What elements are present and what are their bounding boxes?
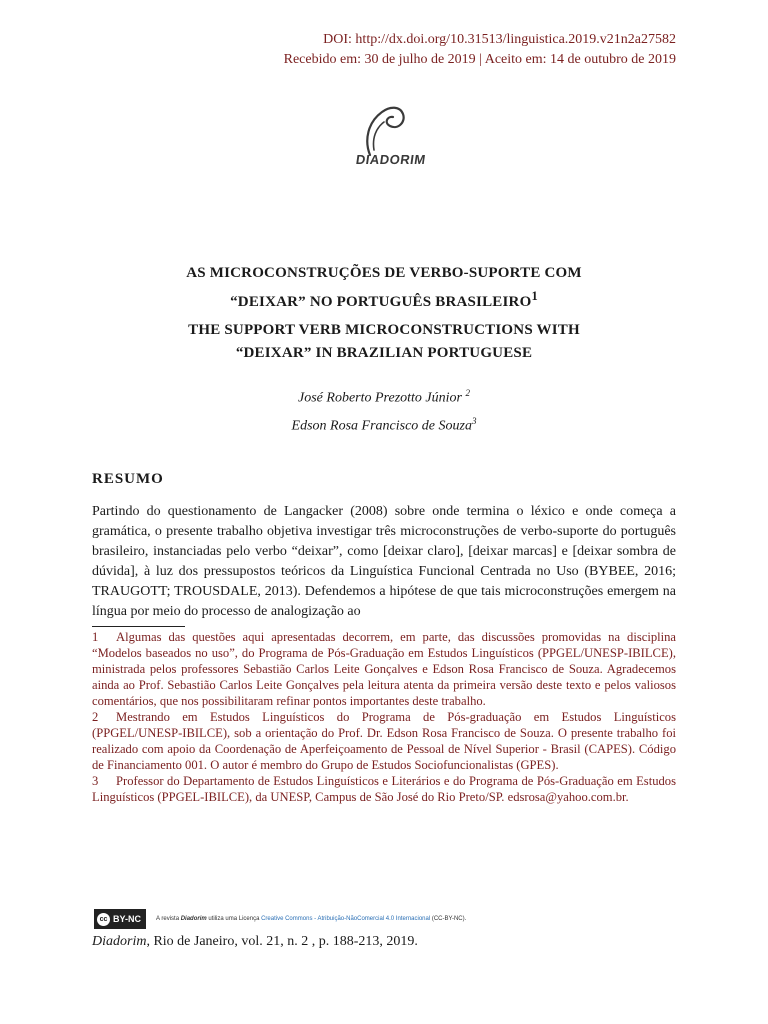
title-portuguese <box>95 262 673 314</box>
footnotes <box>92 629 676 805</box>
author-2 <box>95 410 673 438</box>
license-journal: Diadorim <box>180 916 207 922</box>
journal-citation-footer <box>92 934 418 950</box>
cc-badge-label: BY-NC <box>113 914 142 924</box>
title-english <box>95 319 673 365</box>
footnote-2-number: 2 <box>92 710 99 724</box>
author-1-name: José Roberto Prezotto Júnior <box>298 390 466 406</box>
abstract-body: Partindo do questionamento de Langacker (2008) sobre onde termina o léxico e onde começa a gramática, o presente trabalho objetiva investigar três microconstruções de verbo-suporte do português brasileiro, instanciadas pelo verbo “deixar”, como [deixar claro], [deixar marcas] e [deixar sombra de dúvida], à luz dos pressupostos teóricos da Linguística Funcional Centrada no Uso (BYBEE, 2016; TRAUGOTT; TROUSDALE, 2013). Defendemos a hipótese de que tais microconstruções emergem na língua por meio do processo de analogização ao <box>92 504 676 619</box>
author-1-mark: 2 <box>465 388 470 398</box>
received-accepted-dates: Recebido em: 30 de julho de 2019 | Aceito em: 14 de outubro de 2019 <box>283 52 676 67</box>
author-list <box>95 382 673 437</box>
cc-icon: cc <box>97 913 110 926</box>
cc-license-badge[interactable] <box>94 909 146 929</box>
footer-citation: , Rio de Janeiro, vol. 21, n. 2 , p. 188-213, 2019. <box>146 934 418 949</box>
footnote-1-number: 1 <box>92 630 99 644</box>
article-metadata <box>284 30 676 70</box>
title-en-line-1: THE SUPPORT VERB MICROCONSTRUCTIONS WITH <box>188 322 580 338</box>
diadorim-swirl-icon <box>340 100 430 160</box>
footnote-2 <box>92 709 676 773</box>
footnote-1-text: Algumas das questões aqui apresentadas decorrem, em parte, das discussões promovidas na disciplina “Modelos baseados no uso”, do Programa de Pós-Graduação em Estudos Linguísticos (PPGEL/UNESP-IBILCE), ministrada pelos professores Sebastião Carlos Leite Gonçalves e Edson Rosa Francisco de Souza. Agradecemos ainda ao Prof. Sebastião Carlos Leite Gonçalves pela leitura atenta da primeira versão deste texto e pelos valiosos comentários, que nos possibilitaram refinar pontos importantes deste trabalho. <box>92 630 676 708</box>
license-link[interactable]: Creative Commons - Atribuição-NãoComercial 4.0 Internacional <box>261 916 431 922</box>
footnote-1 <box>92 629 676 709</box>
license-prefix: A revista <box>156 916 181 922</box>
license-notice <box>94 909 466 929</box>
doi-link[interactable]: DOI: http://dx.doi.org/10.31513/linguistica.2019.v21n2a27582 <box>323 32 676 47</box>
footnote-separator <box>92 626 185 627</box>
author-2-mark: 3 <box>471 415 477 426</box>
author-2-name: Edson Rosa Francisco de Souza <box>291 418 472 434</box>
license-middle: utiliza uma Licença <box>206 916 262 922</box>
logo-wordmark: DIADORIM <box>354 152 427 167</box>
license-suffix: (CC-BY-NC). <box>430 916 467 922</box>
footnote-2-text: Mestrando em Estudos Linguísticos do Programa de Pós-graduação em Estudos Linguísticos (PPGEL/UNESP-IBILCE), sob a orientação do Prof. Dr. Edson Rosa Francisco de Souza. O presente trabalho foi realizado com apoio da Coordenação de Aperfeiçoamento de Pessoal de Nível Superior - Brasil (CAPES). Código de Financiamento 001. O autor é membro do Grupo de Estudos Sociofuncionalistas (GPES). <box>92 710 676 772</box>
footer-journal-name: Diadorim <box>92 934 147 949</box>
diadorim-logo <box>340 100 430 180</box>
author-1 <box>95 382 673 410</box>
title-en-line-2: “DEIXAR” IN BRAZILIAN PORTUGUESE <box>235 345 533 361</box>
footnote-3-number: 3 <box>92 774 99 788</box>
license-text <box>156 916 466 922</box>
title-footnote-mark: 1 <box>531 289 538 303</box>
footnote-3-text: Professor do Departamento de Estudos Linguísticos e Literários e do Programa de Pós-Graduação em Estudos Linguísticos (PPGEL-IBILCE), da UNESP, Campus de São José do Rio Preto/SP. edsrosa@yahoo.com.br. <box>92 774 676 804</box>
title-pt-line-2 <box>95 285 673 314</box>
title-pt-line-2-text: “DEIXAR” NO PORTUGUÊS BRASILEIRO <box>230 294 532 310</box>
title-pt-line-1: AS MICROCONSTRUÇÕES DE VERBO-SUPORTE COM <box>186 265 582 281</box>
footnote-3 <box>92 773 676 805</box>
abstract-heading: RESUMO <box>92 471 164 487</box>
